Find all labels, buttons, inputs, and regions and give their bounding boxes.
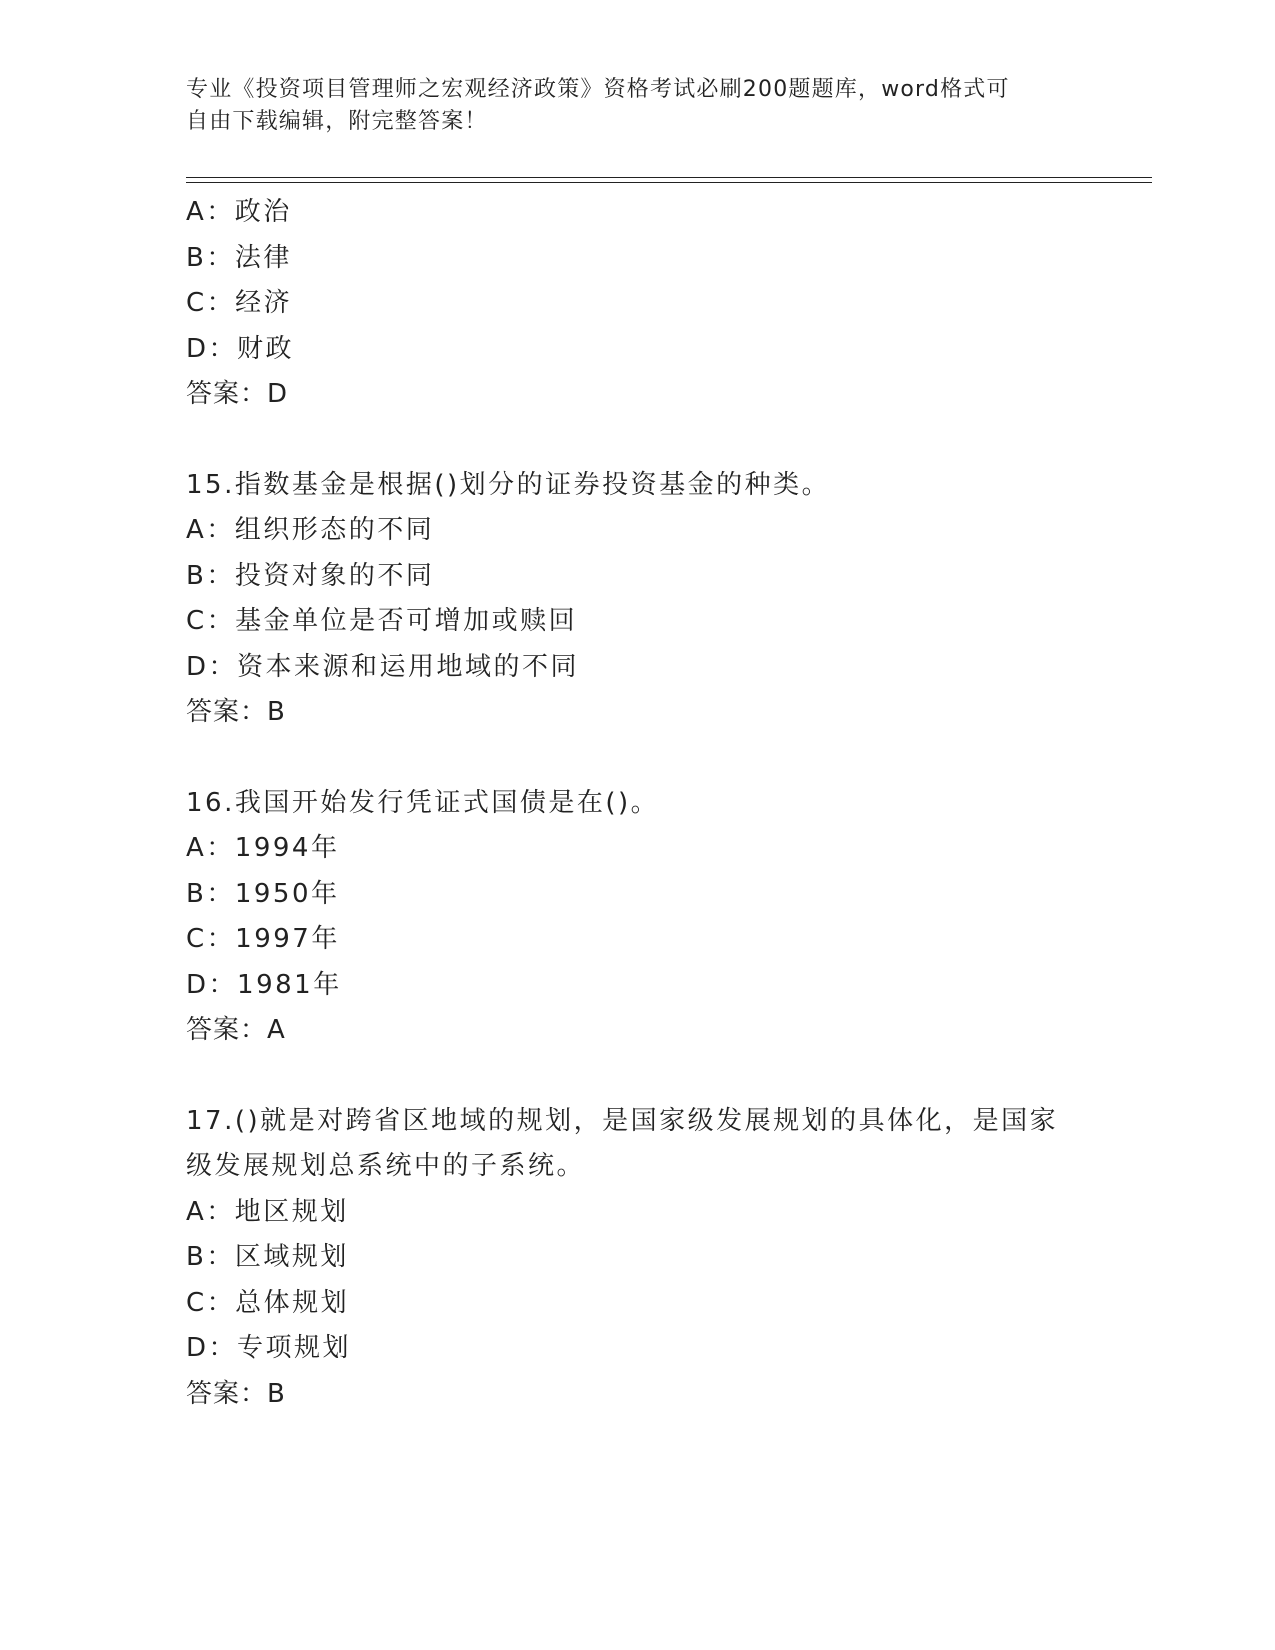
- answer: 答案：A: [186, 1015, 286, 1045]
- option-b: B：1950年: [186, 878, 340, 909]
- option-d: D：资本来源和运用地域的不同: [186, 651, 580, 682]
- document-header: [186, 74, 1066, 138]
- option-a: A：1994年: [186, 833, 340, 863]
- answer: 答案：B: [186, 697, 286, 727]
- option-a: A：政治: [186, 197, 292, 227]
- header-line-2: 自由下载编辑，附完整答案！: [186, 109, 488, 134]
- question-stem-line-2: 级发展规划总系统中的子系统。: [186, 1151, 586, 1181]
- header-line-1: 专业《投资项目管理师之宏观经济政策》资格考试必刷200题题库，word格式可: [186, 77, 1010, 102]
- question-list: [186, 190, 1086, 1417]
- header-divider-top: [186, 177, 1152, 178]
- option-b: B：法律: [186, 242, 292, 273]
- answer: 答案：D: [186, 379, 289, 409]
- question-block-14: [186, 190, 1086, 418]
- answer: 答案：B: [186, 1378, 286, 1409]
- question-block-17: [186, 1099, 1086, 1418]
- option-c: C：经济: [186, 288, 293, 318]
- option-b: B：区域规划: [186, 1242, 349, 1272]
- option-a: A：组织形态的不同: [186, 515, 435, 545]
- option-c: C：总体规划: [186, 1287, 350, 1318]
- option-d: D：1981年: [186, 969, 342, 1000]
- header-divider-bottom: [186, 182, 1152, 183]
- option-d: D：财政: [186, 333, 295, 364]
- option-d: D：专项规划: [186, 1333, 352, 1363]
- question-stem: 15.指数基金是根据()划分的证券投资基金的种类。: [186, 469, 831, 500]
- option-c: C：基金单位是否可增加或赎回: [186, 606, 578, 636]
- question-stem-line-1: 17.()就是对跨省区地域的规划，是国家级发展规划的具体化，是国家: [186, 1105, 1059, 1136]
- option-b: B：投资对象的不同: [186, 560, 435, 591]
- question-block-15: [186, 463, 1086, 736]
- question-block-16: [186, 781, 1086, 1054]
- option-a: A：地区规划: [186, 1196, 349, 1227]
- question-stem: 16.我国开始发行凭证式国债是在()。: [186, 787, 660, 818]
- option-c: C：1997年: [186, 924, 340, 954]
